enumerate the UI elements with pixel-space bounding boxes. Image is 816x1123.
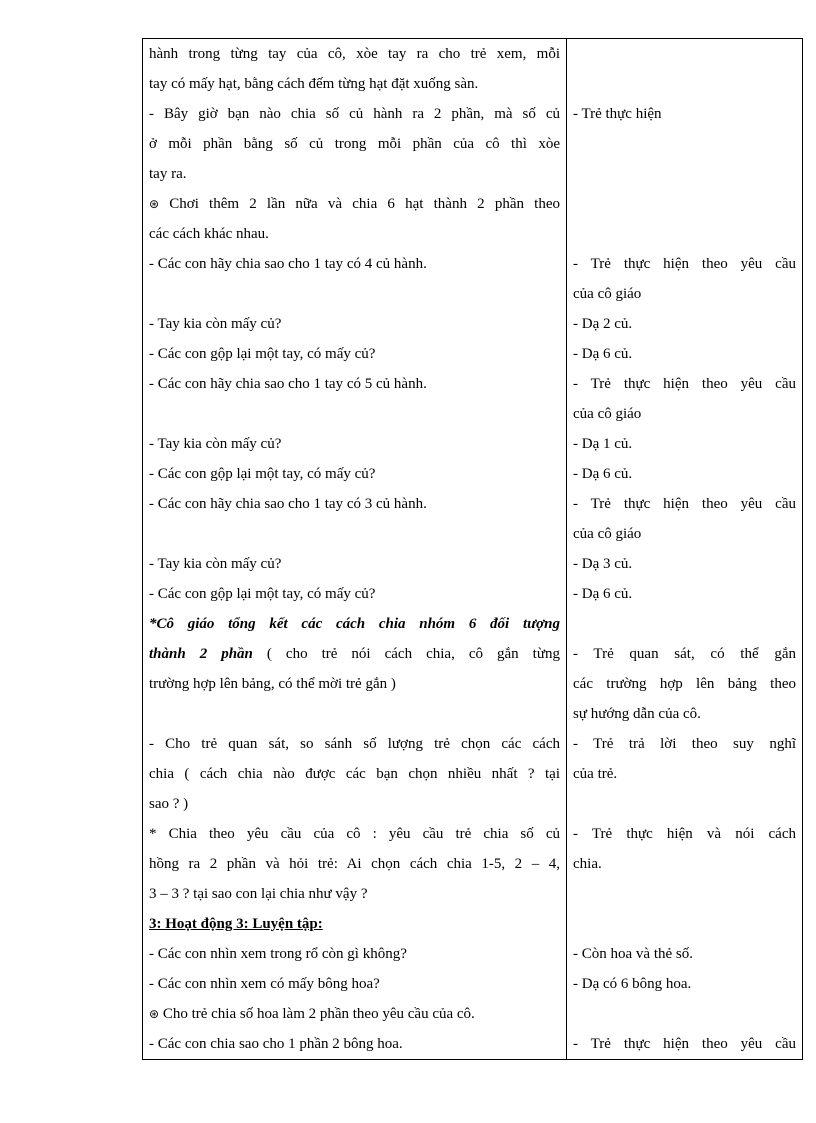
text-segment: - Các con hãy chia sao cho 1 tay có 5 củ hành. (149, 376, 427, 392)
child-activities-column (567, 39, 803, 1060)
text-segment: trường hợp lên bảng, có thể mời trẻ gắn ) (149, 676, 396, 692)
text-segment: - Còn hoa và thẻ số. (573, 946, 693, 962)
text-line (573, 399, 796, 429)
text-segment: - Các con gộp lại một tay, có mấy củ? (149, 466, 376, 482)
text-line (573, 729, 796, 759)
text-segment: - Dạ 3 củ. (573, 556, 633, 572)
text-segment: sao ? ) (149, 796, 189, 812)
text-segment: - Các con gộp lại một tay, có mấy củ? (149, 586, 376, 602)
text-segment: - Tay kia còn mấy củ? (149, 436, 282, 452)
text-line (149, 219, 560, 249)
text-line (573, 249, 796, 279)
text-line (573, 609, 796, 639)
text-line (573, 99, 796, 129)
text-segment: - Các con nhìn xem có mấy bông hoa? (149, 976, 380, 992)
text-segment: - Trẻ quan sát, có thể gắn (573, 646, 796, 662)
text-line (149, 39, 560, 69)
text-line (149, 639, 560, 669)
text-segment: chia ( cách chia nào được các bạn chọn nhiều nhất ? tại (149, 766, 560, 782)
text-segment: 3 – 3 ? tại sao con lại chia như vậy ? (149, 886, 368, 902)
text-segment: - Trẻ thực hiện theo yêu cầu (573, 1036, 796, 1052)
text-line (149, 99, 560, 129)
text-segment: của cô giáo (573, 526, 642, 542)
text-line (149, 579, 560, 609)
text-line (573, 939, 796, 969)
text-line (573, 339, 796, 369)
text-line (149, 279, 560, 309)
text-line (573, 429, 796, 459)
text-line (573, 309, 796, 339)
text-segment: - Trẻ thực hiện (573, 106, 662, 122)
text-line (149, 159, 560, 189)
text-segment: - Dạ 1 củ. (573, 436, 633, 452)
text-line (149, 129, 560, 159)
lesson-plan-table (142, 38, 803, 1060)
text-line (573, 669, 796, 699)
text-line (573, 1029, 796, 1059)
text-segment: *Cô giáo tổng kết các cách chia nhóm 6 đối tượng (149, 616, 560, 632)
text-line (573, 849, 796, 879)
text-line (573, 699, 796, 729)
text-line (573, 819, 796, 849)
text-line (573, 219, 796, 249)
text-line (149, 939, 560, 969)
text-segment: Chơi thêm 2 lần nữa và chia 6 hạt thành 2 phần theo (159, 196, 560, 212)
text-segment: - Dạ 6 củ. (573, 466, 633, 482)
text-segment: - Các con hãy chia sao cho 1 tay có 4 củ hành. (149, 256, 427, 272)
text-segment: - Các con gộp lại một tay, có mấy củ? (149, 346, 376, 362)
text-segment: - Dạ có 6 bông hoa. (573, 976, 692, 992)
text-line (149, 549, 560, 579)
text-segment: của cô giáo (573, 286, 642, 302)
text-segment: chia. (573, 856, 602, 872)
bullet-icon: ⊛ (149, 1007, 160, 1021)
text-segment: của trẻ. (573, 766, 618, 782)
text-line (149, 879, 560, 909)
text-segment: các cách khác nhau. (149, 226, 269, 242)
text-line (573, 639, 796, 669)
text-segment: * Chia theo yêu cầu của cô : yêu cầu trẻ chia số củ (149, 826, 560, 842)
text-segment: các trường hợp lên bảng theo (573, 676, 796, 692)
text-line (573, 39, 796, 69)
text-line (573, 879, 796, 909)
text-line (149, 999, 560, 1029)
text-line (149, 969, 560, 999)
child-activities-text (573, 39, 796, 1059)
text-segment: tay có mấy hạt, bằng cách đếm từng hạt đặt xuống sàn. (149, 76, 479, 92)
text-segment: - Cho trẻ quan sát, so sánh số lượng trẻ chọn các cách (149, 736, 560, 752)
text-line (149, 759, 560, 789)
text-segment: hành trong từng tay của cô, xòe tay ra cho trẻ xem, mỗi (149, 46, 560, 62)
text-segment: của cô giáo (573, 406, 642, 422)
text-line (573, 549, 796, 579)
text-segment: - Trẻ trả lời theo suy nghĩ (573, 736, 796, 752)
text-line (573, 279, 796, 309)
text-segment: - Các con nhìn xem trong rổ còn gì không? (149, 946, 407, 962)
text-segment: hồng ra 2 phần và hỏi trẻ: Ai chọn cách chia 1-5, 2 – 4, (149, 856, 560, 872)
bullet-icon: ⊛ (149, 197, 160, 211)
text-line (149, 519, 560, 549)
text-segment: thành 2 phần (149, 646, 253, 662)
teacher-activities-column (143, 39, 567, 1060)
text-line (149, 459, 560, 489)
text-line (573, 909, 796, 939)
text-segment: Cho trẻ chia số hoa làm 2 phần theo yêu cầu của cô. (159, 1006, 475, 1022)
text-line (149, 339, 560, 369)
text-line (149, 489, 560, 519)
text-line (149, 189, 560, 219)
text-line (573, 999, 796, 1029)
text-line (149, 309, 560, 339)
text-segment: - Các con chia sao cho 1 phần 2 bông hoa. (149, 1036, 403, 1052)
text-segment: - Tay kia còn mấy củ? (149, 316, 282, 332)
text-segment: - Trẻ thực hiện theo yêu cầu (573, 496, 796, 512)
text-segment: sự hướng dẫn của cô. (573, 706, 701, 722)
text-line (149, 909, 560, 939)
teacher-activities-text (149, 39, 560, 1059)
text-line (149, 69, 560, 99)
text-segment: - Bây giờ bạn nào chia số củ hành ra 2 phần, mà số củ (149, 106, 560, 122)
text-line (573, 129, 796, 159)
text-line (573, 159, 796, 189)
text-segment: - Dạ 6 củ. (573, 586, 633, 602)
text-line (573, 189, 796, 219)
text-line (573, 759, 796, 789)
text-line (573, 789, 796, 819)
text-segment: - Trẻ thực hiện và nói cách (573, 826, 796, 842)
text-line (149, 609, 560, 639)
text-line (149, 249, 560, 279)
text-line (573, 489, 796, 519)
text-segment: - Các con hãy chia sao cho 1 tay có 3 củ hành. (149, 496, 427, 512)
text-line (149, 369, 560, 399)
text-line (149, 699, 560, 729)
text-line (149, 729, 560, 759)
text-segment: tay ra. (149, 166, 187, 182)
text-line (149, 849, 560, 879)
text-segment: ( cho trẻ nói cách chia, cô gắn từng (252, 646, 560, 662)
text-line (149, 1029, 560, 1059)
text-line (149, 399, 560, 429)
text-line (573, 969, 796, 999)
text-segment: 3: Hoạt động 3: Luyện tập: (149, 916, 323, 932)
text-line (573, 519, 796, 549)
text-line (149, 669, 560, 699)
text-segment: ở mỗi phần bằng số củ trong mỗi phần của cô thì xòe (149, 136, 560, 152)
text-line (149, 819, 560, 849)
text-line (149, 789, 560, 819)
text-segment: - Dạ 6 củ. (573, 346, 633, 362)
text-line (573, 69, 796, 99)
text-segment: - Dạ 2 củ. (573, 316, 633, 332)
text-line (573, 579, 796, 609)
text-segment: - Tay kia còn mấy củ? (149, 556, 282, 572)
table-row (143, 39, 803, 1060)
text-line (573, 369, 796, 399)
text-line (573, 459, 796, 489)
text-segment: - Trẻ thực hiện theo yêu cầu (573, 376, 796, 392)
text-line (149, 429, 560, 459)
text-segment: - Trẻ thực hiện theo yêu cầu (573, 256, 796, 272)
